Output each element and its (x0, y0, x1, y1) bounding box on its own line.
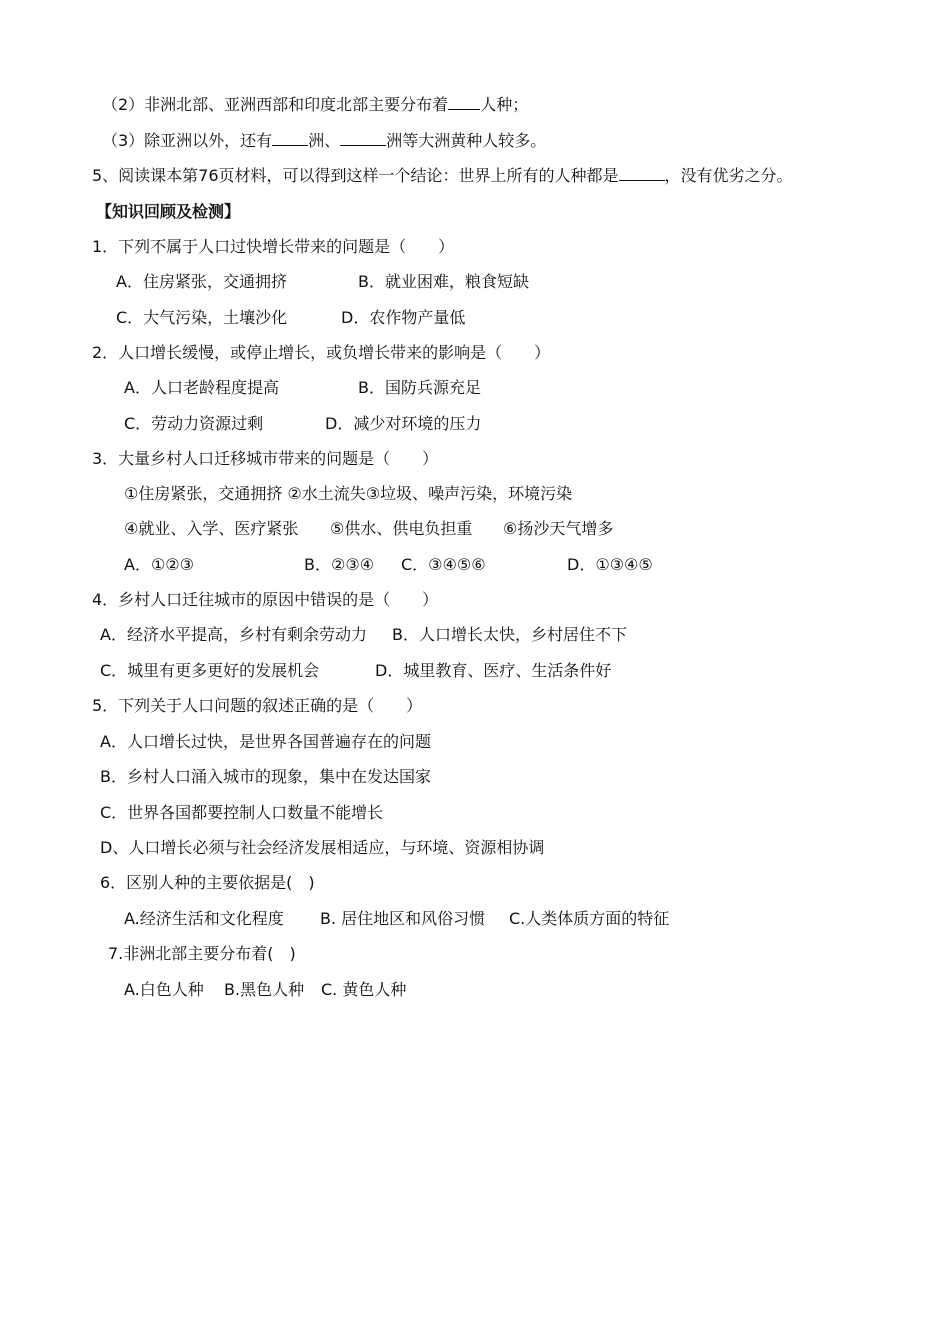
question-4-part-2: （2）非洲北部、亚洲西部和印度北部主要分布着 人种； (102, 95, 529, 114)
option-c[interactable]: C.人类体质方面的特征 (509, 909, 670, 928)
option-a[interactable]: A．①②③ (124, 555, 194, 574)
mc-question-6: 6．区别人种的主要依据是( ) (100, 873, 315, 892)
option-d[interactable]: D．农作物产量低 (341, 308, 466, 327)
mc-question-3: 3．大量乡村人口迁移城市带来的问题是（ ） (92, 449, 439, 468)
statement-item: ⑤供水、供电负担重 (330, 519, 473, 538)
option-d[interactable]: D．①③④⑤ (567, 555, 653, 574)
option-c[interactable]: C．大气污染，土壤沙化 (116, 308, 288, 327)
option-d[interactable]: D．减少对环境的压力 (325, 414, 482, 433)
option-a[interactable]: A．经济水平提高，乡村有剩余劳动力 (100, 625, 367, 644)
mc-question-1: 1．下列不属于人口过快增长带来的问题是（ ） (92, 237, 455, 256)
question-5: 5、阅读课本第76页材料，可以得到这样一个结论：世界上所有的人种都是 ，没有优劣之分。 (92, 166, 793, 185)
option-a[interactable]: A．住房紧张，交通拥挤 (116, 272, 287, 291)
question-4-part-3: （3）除亚洲以外，还有 洲、 洲等大洲黄种人较多。 (102, 131, 547, 150)
answer-blank[interactable] (340, 130, 386, 146)
statement-item: ④就业、入学、医疗紧张 (124, 519, 299, 538)
option-d[interactable]: D、人口增长必须与社会经济发展相适应，与环境、资源相协调 (100, 838, 545, 857)
option-b[interactable]: B．国防兵源充足 (358, 378, 481, 397)
option-c[interactable]: C．③④⑤⑥ (401, 555, 486, 574)
option-a[interactable]: A．人口增长过快，是世界各国普遍存在的问题 (100, 732, 431, 751)
option-a[interactable]: A.经济生活和文化程度 (124, 909, 284, 928)
option-a[interactable]: A.白色人种 (124, 980, 204, 999)
statement-item: ⑥扬沙天气增多 (503, 519, 614, 538)
option-b[interactable]: B．乡村人口涌入城市的现象，集中在发达国家 (100, 767, 431, 786)
answer-blank[interactable] (619, 165, 665, 181)
option-c[interactable]: C．世界各国都要控制人口数量不能增长 (100, 803, 384, 822)
answer-blank[interactable] (272, 130, 308, 146)
option-b[interactable]: B. 居住地区和风俗习惯 (320, 909, 486, 928)
statement-list: ①住房紧张，交通拥挤 ②水土流失③垃圾、噪声污染，环境污染 (124, 484, 573, 503)
option-b[interactable]: B.黑色人种 (224, 980, 305, 999)
option-c[interactable]: C．城里有更多更好的发展机会 (100, 661, 320, 680)
answer-blank[interactable] (448, 94, 480, 110)
mc-question-4: 4．乡村人口迁往城市的原因中错误的是（ ） (92, 590, 439, 609)
option-a[interactable]: A．人口老龄程度提高 (124, 378, 279, 397)
section-heading: 【知识回顾及检测】 (96, 202, 241, 221)
option-b[interactable]: B．人口增长太快，乡村居住不下 (392, 625, 627, 644)
mc-question-7: 7.非洲北部主要分布着( ) (108, 944, 296, 963)
option-d[interactable]: D．城里教育、医疗、生活条件好 (375, 661, 612, 680)
mc-question-5: 5．下列关于人口问题的叙述正确的是（ ） (92, 696, 423, 715)
option-b[interactable]: B．就业困难，粮食短缺 (358, 272, 529, 291)
option-c[interactable]: C. 黄色人种 (321, 980, 407, 999)
option-b[interactable]: B．②③④ (304, 555, 375, 574)
mc-question-2: 2．人口增长缓慢，或停止增长，或负增长带来的影响是（ ） (92, 343, 551, 362)
option-c[interactable]: C．劳动力资源过剩 (124, 414, 264, 433)
